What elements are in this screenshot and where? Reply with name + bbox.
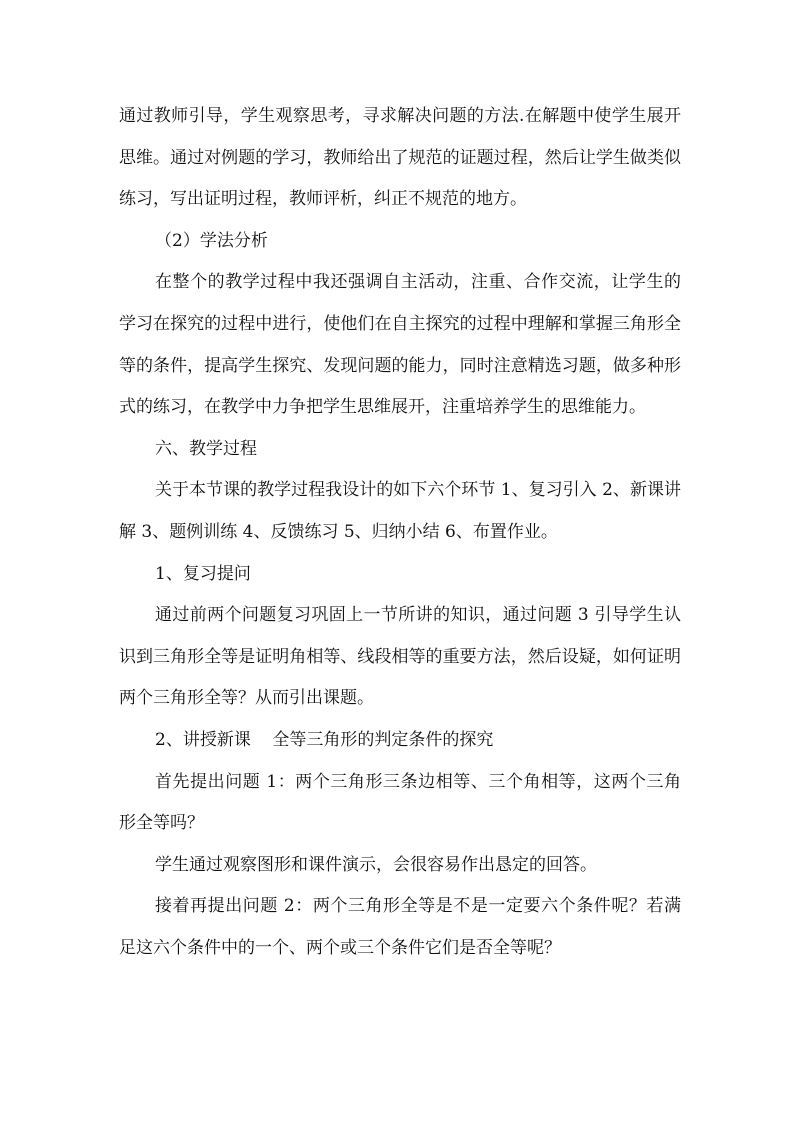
paragraph-teaching-method: 通过教师引导，学生观察思考，寻求解决问题的方法.在解题中使学生展开思维。通过对例题的学习，教师给出了规范的证题过程，然后让学生做类似练习，写出证明过程，教师评析，纠正不规范的地方。: [119, 106, 681, 210]
paragraph-learning-method: 在整个的教学过程中我还强调自主活动，注重、合作交流，让学生的学习在探究的过程中进行，使他们在自主探究的过程中理解和掌握三角形全等的条件，提高学生探究、发现问题的能力，同时注意精选习题，做多种形式的练习，在教学中力争把学生思维展开，注重培养学生的思维能力。: [119, 272, 681, 418]
paragraph-student-answer: 学生通过观察图形和课件演示，会很容易作出恳定的回答。: [155, 854, 597, 875]
heading-learning-method: （2）学法分析: [155, 230, 268, 251]
heading-new-lesson: 2、讲授新课 全等三角形的判定条件的探究: [155, 729, 494, 750]
paragraph-question-2: 接着再提出问题 2：两个三角形全等是不是一定要六个条件呢？若满足这六个条件中的一个、两个或三个条件它们是否全等呢？: [119, 896, 681, 958]
heading-review-questions: 1、复习提问: [155, 563, 251, 584]
paragraph-question-1: 首先提出问题 1：两个三角形三条边相等、三个角相等，这两个三角形全等吗？: [119, 771, 681, 834]
paragraph-review-questions: 通过前两个问题复习巩固上一节所讲的知识，通过问题 3 引导学生认识到三角形全等是证明角相等、线段相等的重要方法，然后设疑，如何证明两个三角形全等？从而引出课题。: [119, 605, 681, 709]
paragraph-process-overview: 关于本节课的教学过程我设计的如下六个环节 1、复习引入 2、新课讲解 3、题例训练 4、反馈练习 5、归纳小结 6、布置作业。: [119, 480, 681, 542]
heading-teaching-process: 六、教学过程: [155, 438, 257, 459]
document-body: [119, 96, 681, 969]
